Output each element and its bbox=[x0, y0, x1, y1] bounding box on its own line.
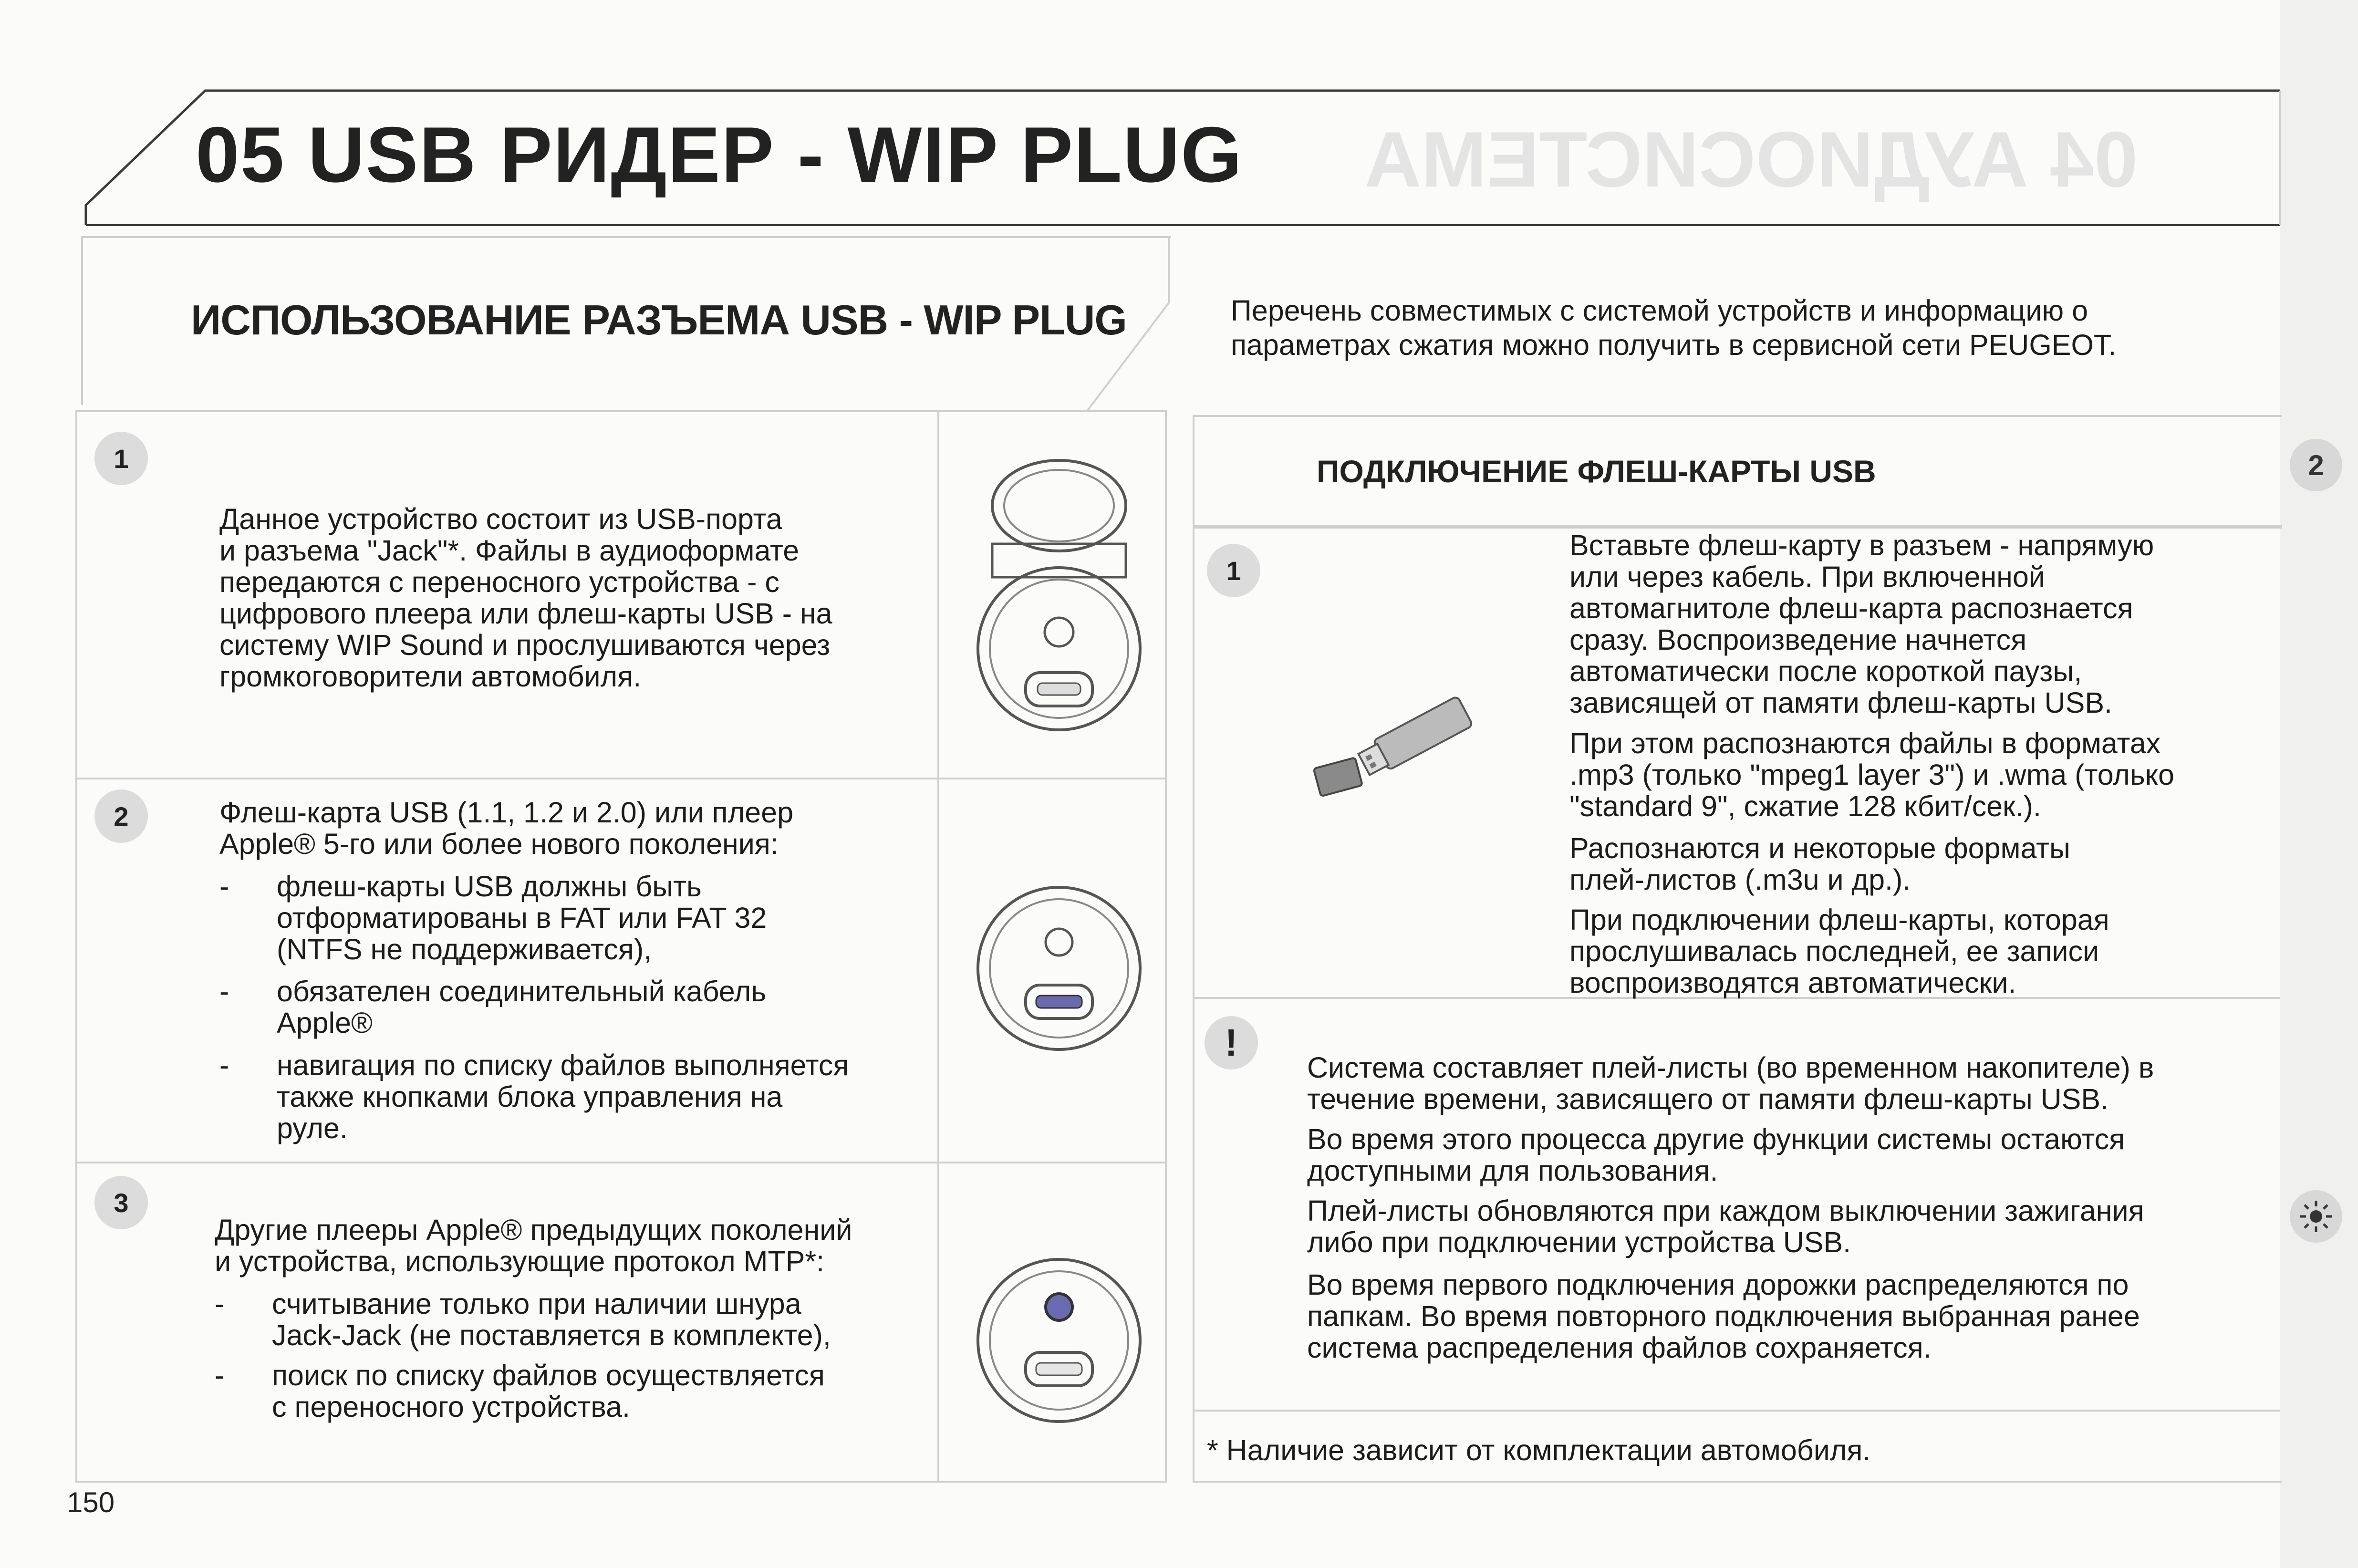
step-1-paragraph bbox=[1569, 832, 2271, 895]
bullet-dash: - bbox=[215, 1288, 225, 1320]
footnote: * Наличие зависит от комплектации автомобиля. bbox=[1207, 1434, 1871, 1466]
text-line: поиск по списку файлов осуществляется bbox=[272, 1359, 825, 1391]
compat-line: параметрах сжатия можно получить в сервисной сети PEUGEOT. bbox=[1231, 329, 2117, 361]
text-line: цифрового плеера или флеш-карты USB - на bbox=[219, 597, 832, 630]
text-line: Система составляет плей-листы (во временном накопителе) в bbox=[1307, 1051, 2154, 1084]
section-title: ИСПОЛЬЗОВАНИЕ РАЗЪЕМА USB - WIP PLUG bbox=[191, 296, 1127, 343]
warning-paragraph bbox=[1307, 1269, 2275, 1363]
step-1-paragraph bbox=[1569, 530, 2271, 718]
jack-port-illustration bbox=[968, 1250, 1150, 1431]
text-line: либо при подключении устройства USB. bbox=[1307, 1226, 1851, 1258]
bullet-dash: - bbox=[219, 1049, 229, 1081]
bullet-item bbox=[215, 1288, 925, 1351]
text-line: или через кабель. При включенной bbox=[1569, 561, 2045, 593]
compat-line: Перечень совместимых с системой устройств и информацию о bbox=[1231, 294, 2088, 327]
next-page-edge bbox=[2280, 0, 2358, 1568]
text-line: Другие плееры Apple® предыдущих поколений bbox=[215, 1214, 852, 1246]
bullet-item bbox=[219, 870, 925, 966]
text-line: флеш-карты USB должны быть bbox=[277, 870, 702, 903]
bullet-item bbox=[215, 1359, 925, 1423]
step-number-1: 1 bbox=[94, 432, 148, 485]
text-line: течение времени, зависящего от памяти флеш-карты USB. bbox=[1307, 1083, 2109, 1115]
sun-icon bbox=[2290, 1190, 2342, 1243]
text-line: Плей-листы обновляются при каждом выключении зажигания bbox=[1307, 1194, 2144, 1227]
text-line: автоматически после короткой паузы, bbox=[1569, 655, 2082, 687]
text-line: Данное устройство состоит из USB-порта bbox=[219, 503, 782, 535]
text-line: доступными для пользования. bbox=[1307, 1154, 1718, 1187]
step-number-1: 1 bbox=[1207, 544, 1260, 597]
text-line: При этом распознаются файлы в форматах bbox=[1569, 727, 2161, 759]
text-line: руле. bbox=[277, 1112, 348, 1144]
text-line: Флеш-карта USB (1.1, 1.2 и 2.0) или плеер bbox=[219, 796, 794, 829]
next-page-badge: 2 bbox=[2290, 439, 2342, 491]
text-line: плей-листов (.m3u и др.). bbox=[1569, 863, 1911, 896]
bullet-dash: - bbox=[219, 870, 229, 903]
text-line: передаются с переносного устройства - с bbox=[219, 566, 779, 598]
text-line: систему WIP Sound и прослушиваются через bbox=[219, 629, 831, 661]
row-1-text bbox=[219, 503, 925, 692]
bleed-through-title: 04 АУДИОСИСТЕМА bbox=[1364, 115, 2138, 203]
text-line: сразу. Воспроизведение начнется bbox=[1569, 623, 2027, 656]
text-line: Вставьте флеш-карту в разъем - напрямую bbox=[1569, 529, 2154, 561]
text-line: Распознаются и некоторые форматы bbox=[1569, 832, 2070, 864]
compatibility-note bbox=[1231, 293, 2185, 362]
row-2-intro bbox=[219, 797, 925, 860]
text-line: зависящей от памяти флеш-карты USB. bbox=[1569, 686, 2112, 719]
bullet-dash: - bbox=[215, 1359, 225, 1391]
bullet-item bbox=[219, 1049, 925, 1144]
text-line: и устройства, использующие протокол MTP*: bbox=[215, 1245, 825, 1277]
text-line: Apple® 5-го или более нового поколения: bbox=[219, 828, 779, 860]
text-line: При подключении флеш-карты, которая bbox=[1569, 903, 2109, 936]
text-line: прослушивалась последней, ее записи bbox=[1569, 935, 2099, 967]
step-1-paragraph bbox=[1569, 727, 2271, 822]
text-line: обязателен соединительный кабель bbox=[277, 975, 767, 1007]
row-divider bbox=[75, 778, 1167, 779]
step-number-2: 2 bbox=[94, 789, 148, 843]
column-divider bbox=[937, 410, 939, 1481]
text-line: отформатированы в FAT или FAT 32 bbox=[277, 902, 767, 934]
step-1-paragraph bbox=[1569, 904, 2271, 998]
row-3-intro bbox=[215, 1214, 925, 1277]
page-number: 150 bbox=[67, 1486, 115, 1518]
text-line: громкоговорители автомобиля. bbox=[219, 660, 642, 693]
warning-paragraph bbox=[1307, 1195, 2275, 1258]
text-line: Во время этого процесса другие функции системы остаются bbox=[1307, 1123, 2125, 1155]
usb-flash-drive-illustration bbox=[1307, 682, 1507, 806]
text-line: и разъема "Jack"*. Файлы в аудиоформате bbox=[219, 534, 800, 567]
text-line: с переносного устройства. bbox=[272, 1391, 630, 1423]
text-line: считывание только при наличии шнура bbox=[272, 1288, 801, 1320]
text-line: также кнопками блока управления на bbox=[277, 1080, 783, 1113]
text-line: Jack-Jack (не поставляется в комплекте), bbox=[272, 1319, 831, 1351]
text-line: система распределения файлов сохраняется. bbox=[1307, 1331, 1932, 1364]
text-line: автомагнитоле флеш-карта распознается bbox=[1569, 592, 2133, 624]
text-line: .mp3 (только "mpeg1 layer 3") и .wma (только bbox=[1569, 758, 2174, 791]
text-line: папкам. Во время повторного подключения выбранная ранее bbox=[1307, 1300, 2140, 1332]
text-line: воспроизводятся автоматически. bbox=[1569, 966, 2016, 999]
usb-port-cover-illustration bbox=[959, 448, 1159, 754]
text-line: Apple® bbox=[277, 1007, 373, 1039]
text-line: "standard 9", сжатие 128 кбит/сек.). bbox=[1569, 790, 2041, 822]
row-divider bbox=[75, 1162, 1167, 1163]
usb-port-illustration bbox=[968, 878, 1150, 1059]
text-line: Во время первого подключения дорожки распределяются по bbox=[1307, 1268, 2129, 1301]
bullet-item bbox=[219, 975, 925, 1039]
step-number-3: 3 bbox=[94, 1176, 148, 1229]
warning-paragraph bbox=[1307, 1123, 2275, 1186]
bullet-dash: - bbox=[219, 975, 229, 1007]
warning-paragraph bbox=[1307, 1052, 2275, 1115]
row-divider bbox=[1193, 1410, 2280, 1412]
page-title: 05 USB РИДЕР - WIP PLUG bbox=[196, 111, 1243, 198]
text-line: навигация по списку файлов выполняется bbox=[277, 1049, 849, 1081]
text-line: (NTFS не поддерживается), bbox=[277, 933, 652, 966]
warning-icon: ! bbox=[1205, 1016, 1258, 1070]
usb-connection-title: ПОДКЛЮЧЕНИЕ ФЛЕШ-КАРТЫ USB bbox=[1317, 454, 1876, 489]
